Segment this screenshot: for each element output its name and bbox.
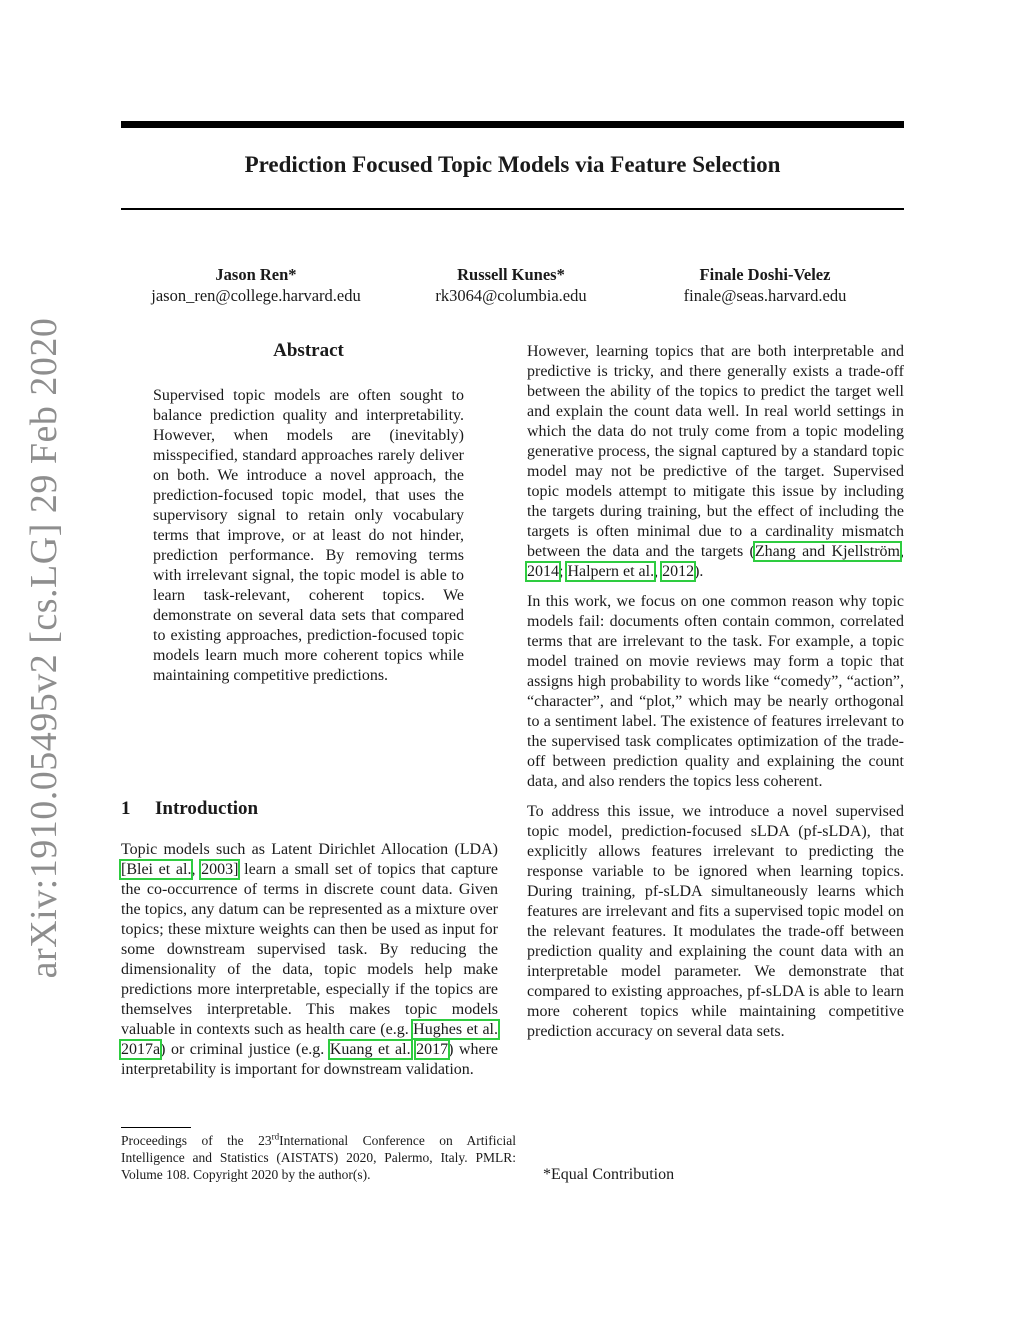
citation-link[interactable]: [Blei et al. <box>121 861 192 878</box>
text-run: ). <box>694 563 704 580</box>
author-block <box>381 264 641 306</box>
citation-link[interactable]: Hughes et al. <box>413 1021 498 1038</box>
title-top-rule <box>121 121 904 128</box>
abstract-body <box>153 386 464 686</box>
paper-title: Prediction Focused Topic Models via Feature Selection <box>244 152 781 177</box>
footnote-rule <box>121 1127 191 1128</box>
author-block <box>126 264 386 306</box>
citation-link[interactable]: 2012 <box>662 563 695 580</box>
text-run: learn a small set of topics that capture the co-occurrence of terms in discrete count data. Given the topics, any datum can be represented as a mixture over topics; these mixture weights can then be used as input for some downstream supervised task. By reducing the dimensionality of the data, topic models help make predictions more interpretable, especially if the topics are themselves interpretable. This makes topic models valuable in contexts such as health care (e.g. <box>121 861 499 1038</box>
text-run: , <box>654 563 663 580</box>
section-heading-introduction <box>121 798 501 820</box>
text-run: Topic models such as Latent Dirichlet Allocation (LDA) <box>121 841 498 858</box>
footnote-text: Proceedings of the 23 <box>121 1133 272 1148</box>
introduction-paragraph-2 <box>527 342 904 582</box>
citation-link[interactable]: Zhang and Kjellström <box>754 543 900 560</box>
introduction-paragraph-4: To address this issue, we introduce a novel supervised topic model, prediction-focused sLDA (pf-sLDA), that explicitly allows features irrelevant to predicting the response variable to be ignored when learning topics. During training, pf-sLDA simultaneously learns which features are irrelevant and fits a supervised topic model on the relevant features. It modulates the trade-off between prediction quality and explaining the count data with an interpretable model parameter. We demonstrate that compared to existing approaches, pf-sLDA is able to learn more coherent topics while maintaining competitive prediction accuracy on several data sets. <box>527 803 904 1040</box>
paragraph <box>121 840 498 1080</box>
author-name: Jason Ren* <box>215 265 297 284</box>
text-run: , <box>191 861 202 878</box>
introduction-paragraph-1 <box>121 840 498 1080</box>
footnote-text: International Conference on Artificial Intelligence and Statistics (AISTATS) 2020, Palermo, Italy. PMLR: Volume 108. Copyright 2020 by the author(s). <box>121 1133 516 1182</box>
text-run: ) or criminal justice (e.g. <box>160 1041 330 1058</box>
right-column <box>527 342 904 1042</box>
author-email: finale@seas.harvard.edu <box>683 286 847 305</box>
arxiv-identifier: arXiv:1910.05495v2 [cs.LG] 29 Feb 2020 <box>23 317 65 979</box>
abstract-heading: Abstract <box>273 340 344 361</box>
equal-contribution-note: *Equal Contribution <box>543 1166 675 1183</box>
citation-link[interactable]: Halpern et al. <box>567 563 655 580</box>
citation-link[interactable]: Kuang et al. <box>329 1041 411 1058</box>
abstract-text: Supervised topic models are often sought to balance prediction quality and interpretability. However, when models are (inevitably) misspecified, standard approaches rarely deliver on both. We introduce a novel approach, the prediction-focused topic model, that uses the supervisory signal to retain only vocabulary terms that improve, or at least do not hinder, prediction performance. By removing terms with irrelevant signal, the topic model is able to learn task-relevant, coherent topics. We demonstrate on several data sets that compared to existing approaches, prediction-focused topic models learn much more coherent topics while maintaining competitive predictions. <box>153 387 464 684</box>
author-email: rk3064@columbia.edu <box>435 286 587 305</box>
text-run: However, learning topics that are both interpretable and predictive is tricky, and there generally exists a trade-off between the ability of the topics to predict the target well and explain the count data well. In real world settings in which the data do not truly come from a topic modeling generative process, the signal captured by a standard topic model may not be predictive of the target. Supervised topic models attempt to mitigate this issue by including the targets during training, but the effect of including the targets is often minimal due to a cardinality mismatch between the data and the targets ( <box>527 343 904 560</box>
title-bottom-rule <box>121 208 904 210</box>
author-block <box>635 264 895 306</box>
proceedings-footnote <box>121 1132 516 1183</box>
citation-link[interactable]: 2014 <box>527 563 559 580</box>
author-name: Russell Kunes* <box>457 265 565 284</box>
citation-link[interactable]: 2017a <box>121 1041 161 1058</box>
author-email: jason_ren@college.harvard.edu <box>151 286 361 305</box>
text-run: ) where interpretability is important for downstream validation. <box>121 1041 499 1078</box>
section-number: 1 <box>121 798 131 819</box>
author-name: Finale Doshi-Velez <box>699 265 831 284</box>
introduction-paragraph-3: In this work, we focus on one common reason why topic models fail: documents often contain common, correlated terms that are irrelevant to the task. For example, a topic model trained on movie reviews may form a topic that assigns high probability to words like “comedy”, “action”, “character”, and “plot,” which may be nearly orthogonal to a sentiment label. The existence of features irrelevant to the supervised task complicates optimization of the trade-off between prediction quality and explaining the count data, and also renders the topics less coherent. <box>527 593 904 790</box>
citation-link[interactable]: 2017 <box>416 1041 449 1058</box>
section-title: Introduction <box>155 798 259 819</box>
text-run: ; <box>559 563 568 580</box>
text-run: , <box>900 543 904 560</box>
citation-link[interactable]: 2003] <box>201 861 239 878</box>
footnote-superscript: rd <box>271 1131 280 1142</box>
